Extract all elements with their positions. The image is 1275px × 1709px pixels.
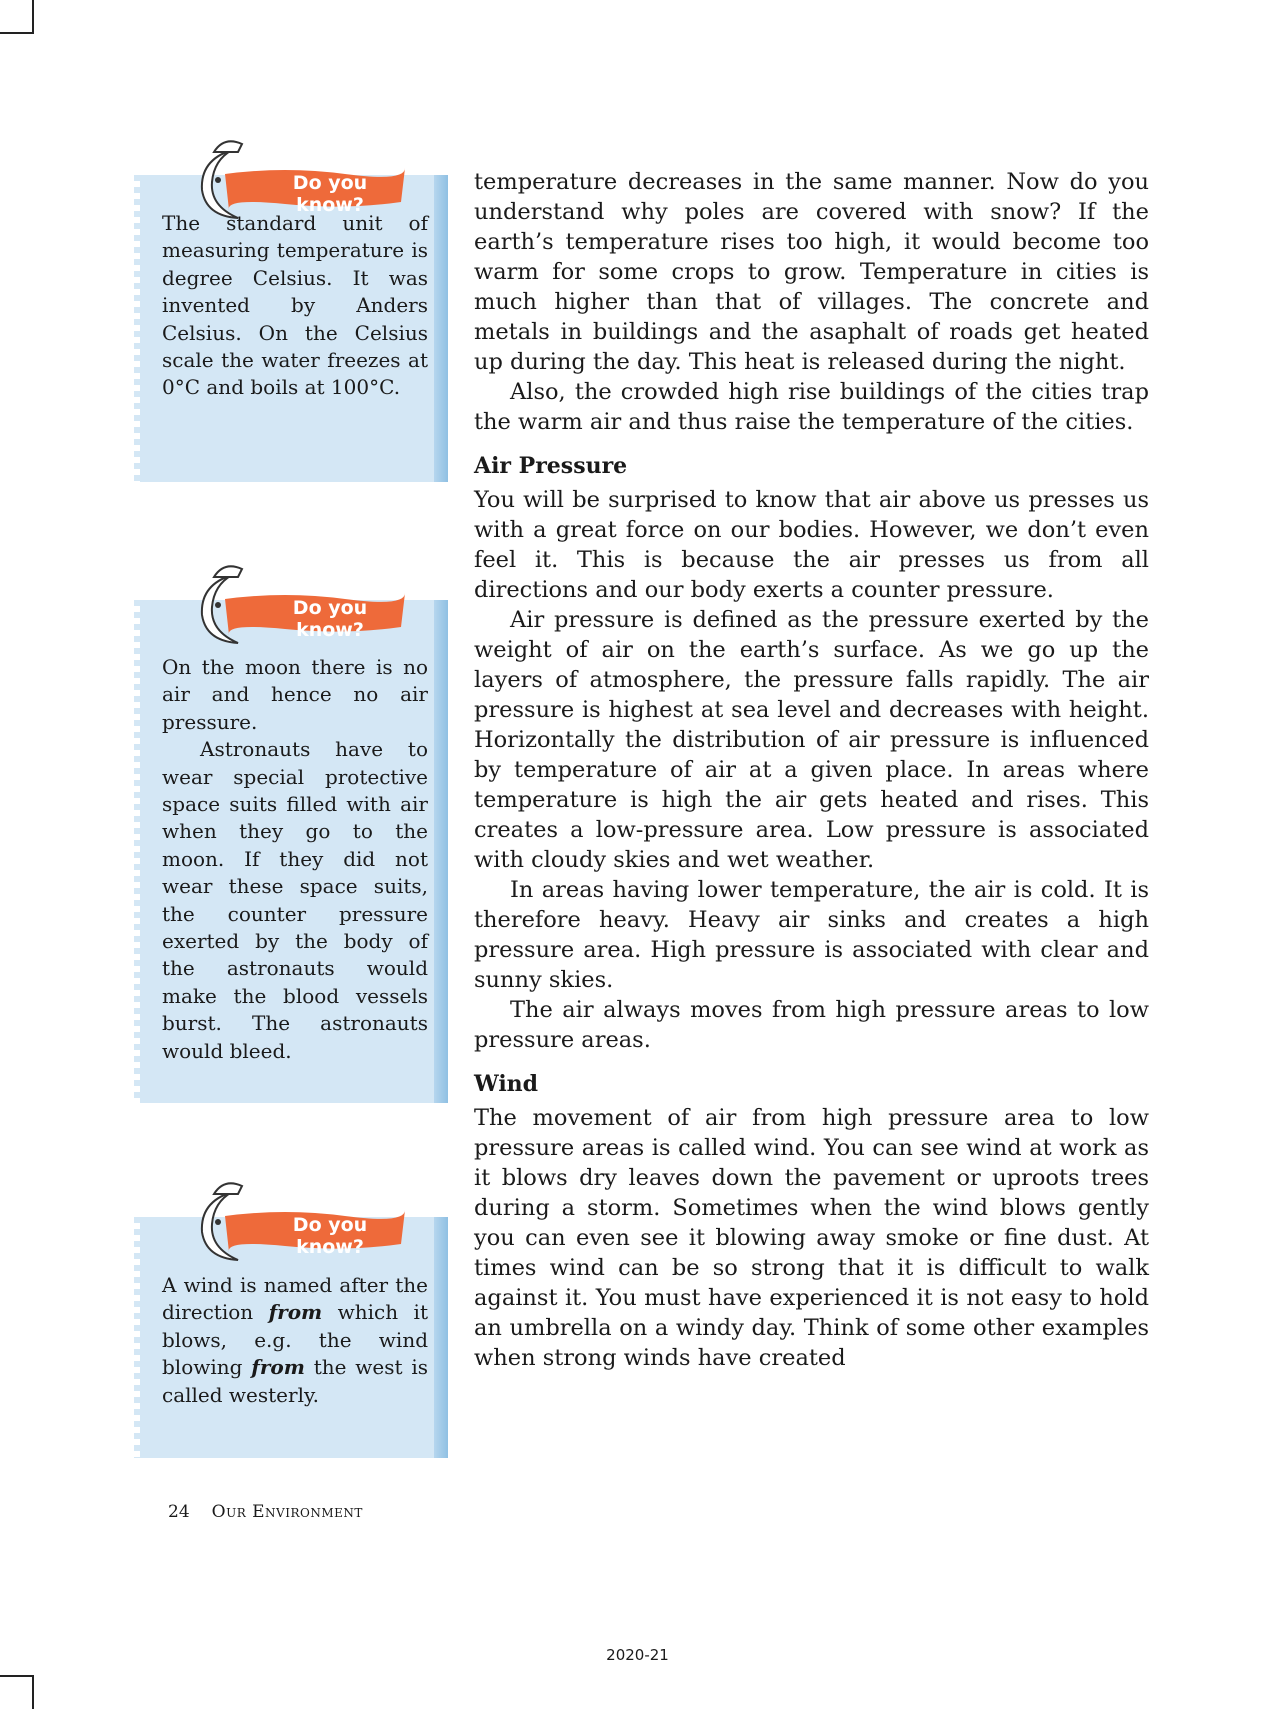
body-paragraph: Air pressure is defined as the pressure exerted by the weight of air on the earth’s surface. As we go up the layers of atmosphere, the pressure falls rapidly. The air pressure is highest at sea level and decreases with height. Horizontally the distribution of air pressure is influenced by temperature of air at a given place. In areas where temperature is high the air gets heated and rises. This creates a low-pressure area. Low pressure is associated with cloudy skies and wet weather. bbox=[474, 607, 1149, 873]
did-you-know-text bbox=[162, 1272, 428, 1409]
did-you-know-text bbox=[162, 210, 428, 402]
did-you-know-paragraph: Astronauts have to wear special protective space suits filled with air when they go to the moon. If they did not wear these space suits, the counter pressure exerted by the body of the astronauts would make the blood vessels burst. The astronauts would bleed. bbox=[162, 737, 428, 1063]
did-you-know-label: Do you know? bbox=[292, 597, 368, 641]
moon-mascot-icon bbox=[180, 555, 260, 647]
page-number: 24 bbox=[168, 1502, 190, 1522]
main-column bbox=[474, 167, 1149, 1373]
moon-mascot-icon bbox=[180, 1172, 260, 1264]
crop-mark-top bbox=[0, 0, 34, 34]
body-paragraph: The movement of air from high pressure area to low pressure areas is called wind. You can see wind at work as it blows dry leaves down the pavement or uproots trees during a storm. Sometimes when the wind blows gently you can even see it blowing away smoke or fine dust. At times wind can be so strong that it is difficult to walk against it. You must have experienced it is not easy to hold an umbrella on a windy day. Think of some other examples when strong winds have created bbox=[474, 1105, 1149, 1371]
crop-mark-bottom bbox=[0, 1675, 34, 1709]
body-paragraph: Also, the crowded high rise buildings of the cities trap the warm air and thus raise the temperature of the cities. bbox=[474, 379, 1149, 435]
moon-mascot-icon bbox=[180, 130, 260, 222]
page-footer bbox=[168, 1502, 363, 1522]
did-you-know-label: Do you know? bbox=[292, 172, 368, 216]
did-you-know-box-2 bbox=[140, 555, 448, 1103]
did-you-know-box-1 bbox=[140, 130, 448, 482]
did-you-know-paragraph: A wind is named after the direction from which it blows, e.g. the wind blowing from the west is called westerly. bbox=[162, 1273, 428, 1407]
emphasis-from: from bbox=[251, 1355, 305, 1380]
did-you-know-label: Do you know? bbox=[292, 1214, 368, 1258]
edition-year: 2020-21 bbox=[606, 1646, 669, 1664]
body-paragraph: temperature decreases in the same manner. Now do you understand why poles are covered with snow? If the earth’s temperature rises too high, it would become too warm for some crops to grow. Temperature in cities is much higher than that of villages. The concrete and metals in buildings and the asaphalt of roads get heated up during the day. This heat is released during the night. bbox=[474, 169, 1149, 375]
did-you-know-paragraph: The standard unit of measuring temperature is degree Celsius. It was invented by Anders Celsius. On the Celsius scale the water freezes at 0°C and boils at 100°C. bbox=[162, 211, 428, 400]
emphasis-from: from bbox=[268, 1300, 323, 1325]
did-you-know-paragraph: On the moon there is no air and hence no air pressure. bbox=[162, 655, 428, 734]
did-you-know-box-3 bbox=[140, 1172, 448, 1458]
book-title: Our Environment bbox=[211, 1502, 363, 1522]
body-paragraph: In areas having lower temperature, the air is cold. It is therefore heavy. Heavy air sinks and creates a high pressure area. High pressure is associated with clear and sunny skies. bbox=[474, 877, 1149, 993]
body-paragraph: You will be surprised to know that air above us presses us with a great force on our bodies. However, we don’t even feel it. This is because the air presses us from all directions and our body exerts a counter pressure. bbox=[474, 487, 1149, 603]
section-heading-wind: Wind bbox=[474, 1071, 539, 1097]
section-heading-air-pressure: Air Pressure bbox=[474, 453, 628, 479]
did-you-know-text bbox=[162, 654, 428, 1065]
body-paragraph: The air always moves from high pressure areas to low pressure areas. bbox=[474, 997, 1149, 1053]
